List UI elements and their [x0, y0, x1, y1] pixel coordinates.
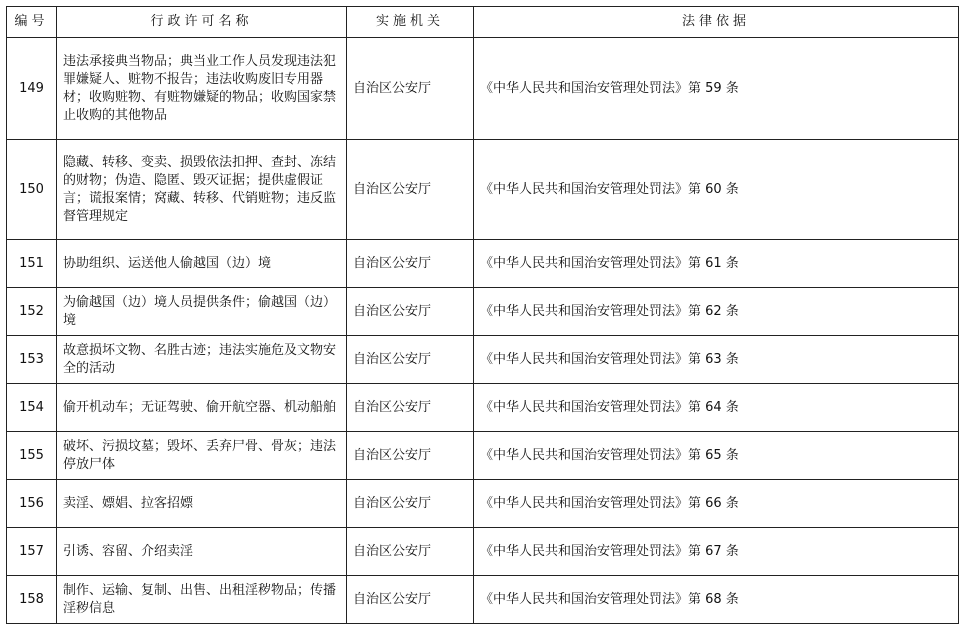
- permit-table: [6, 6, 959, 624]
- row-permit-name: 引诱、容留、介绍卖淫: [57, 528, 347, 576]
- table-row: [7, 288, 959, 336]
- row-number: 151: [7, 240, 57, 288]
- row-number: 154: [7, 384, 57, 432]
- row-number: 158: [7, 576, 57, 624]
- table-row: [7, 432, 959, 480]
- row-permit-name: 协助组织、运送他人偷越国（边）境: [57, 240, 347, 288]
- row-agency: 自治区公安厅: [347, 336, 474, 384]
- header-permit-name: 行政许可名称: [57, 7, 347, 38]
- table-header-row: [7, 7, 959, 38]
- row-number: 157: [7, 528, 57, 576]
- table-row: [7, 240, 959, 288]
- header-legal-basis: 法律依据: [474, 7, 959, 38]
- row-legal-basis: 《中华人民共和国治安管理处罚法》第 66 条: [474, 480, 959, 528]
- row-legal-basis: 《中华人民共和国治安管理处罚法》第 60 条: [474, 140, 959, 240]
- row-agency: 自治区公安厅: [347, 38, 474, 140]
- row-agency: 自治区公安厅: [347, 288, 474, 336]
- row-permit-name: 制作、运输、复制、出售、出租淫秽物品；传播淫秽信息: [57, 576, 347, 624]
- row-agency: 自治区公安厅: [347, 480, 474, 528]
- header-number: 编号: [7, 7, 57, 38]
- row-legal-basis: 《中华人民共和国治安管理处罚法》第 64 条: [474, 384, 959, 432]
- table-row: [7, 576, 959, 624]
- row-permit-name: 卖淫、嫖娼、拉客招嫖: [57, 480, 347, 528]
- row-legal-basis: 《中华人民共和国治安管理处罚法》第 67 条: [474, 528, 959, 576]
- table-row: [7, 140, 959, 240]
- row-legal-basis: 《中华人民共和国治安管理处罚法》第 62 条: [474, 288, 959, 336]
- table-row: [7, 336, 959, 384]
- row-number: 149: [7, 38, 57, 140]
- row-number: 152: [7, 288, 57, 336]
- table-row: [7, 480, 959, 528]
- row-number: 153: [7, 336, 57, 384]
- row-permit-name: 故意损坏文物、名胜古迹；违法实施危及文物安全的活动: [57, 336, 347, 384]
- row-permit-name: 偷开机动车；无证驾驶、偷开航空器、机动船舶: [57, 384, 347, 432]
- table-row: [7, 38, 959, 140]
- header-agency: 实施机关: [347, 7, 474, 38]
- row-legal-basis: 《中华人民共和国治安管理处罚法》第 65 条: [474, 432, 959, 480]
- table-row: [7, 528, 959, 576]
- row-agency: 自治区公安厅: [347, 140, 474, 240]
- row-agency: 自治区公安厅: [347, 240, 474, 288]
- row-legal-basis: 《中华人民共和国治安管理处罚法》第 59 条: [474, 38, 959, 140]
- row-legal-basis: 《中华人民共和国治安管理处罚法》第 68 条: [474, 576, 959, 624]
- row-number: 150: [7, 140, 57, 240]
- row-permit-name: 违法承接典当物品；典当业工作人员发现违法犯罪嫌疑人、赃物不报告；违法收购废旧专用器材；收购赃物、有赃物嫌疑的物品；收购国家禁止收购的其他物品: [57, 38, 347, 140]
- row-agency: 自治区公安厅: [347, 528, 474, 576]
- row-permit-name: 隐藏、转移、变卖、损毁依法扣押、查封、冻结的财物；伪造、隐匿、毁灭证据；提供虚假证言；谎报案情；窝藏、转移、代销赃物；违反监督管理规定: [57, 140, 347, 240]
- row-agency: 自治区公安厅: [347, 432, 474, 480]
- table-row: [7, 384, 959, 432]
- row-legal-basis: 《中华人民共和国治安管理处罚法》第 61 条: [474, 240, 959, 288]
- row-legal-basis: 《中华人民共和国治安管理处罚法》第 63 条: [474, 336, 959, 384]
- row-number: 156: [7, 480, 57, 528]
- row-agency: 自治区公安厅: [347, 384, 474, 432]
- row-agency: 自治区公安厅: [347, 576, 474, 624]
- row-permit-name: 为偷越国（边）境人员提供条件；偷越国（边）境: [57, 288, 347, 336]
- row-number: 155: [7, 432, 57, 480]
- row-permit-name: 破坏、污损坟墓；毁坏、丢弃尸骨、骨灰；违法停放尸体: [57, 432, 347, 480]
